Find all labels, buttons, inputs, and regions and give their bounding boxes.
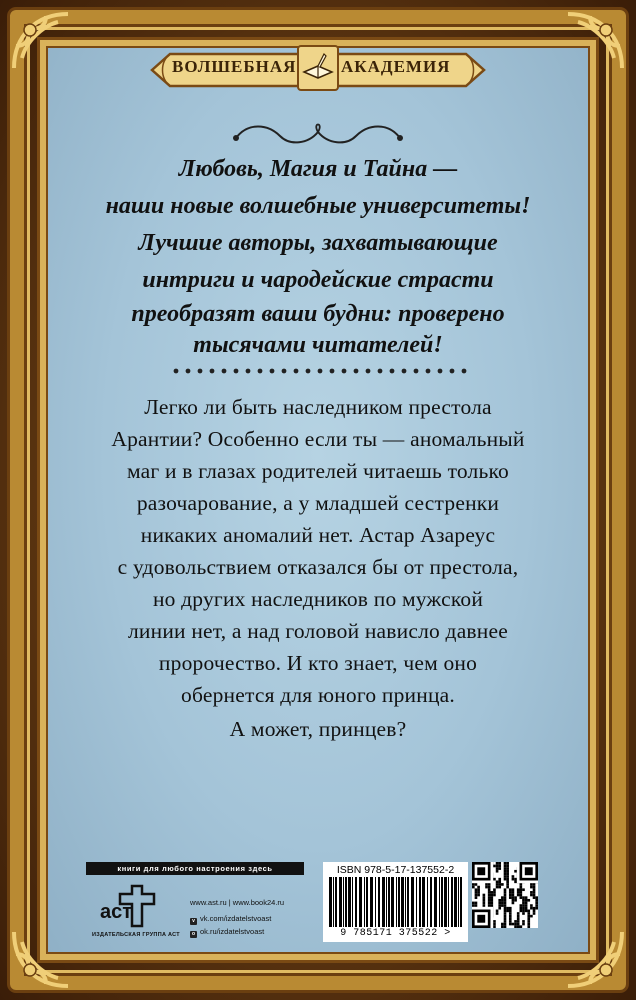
dotted-divider <box>170 364 470 378</box>
vk-icon: v <box>190 918 197 925</box>
description-line: обернется для юного принца. <box>181 683 455 707</box>
description-line: с удовольствием отказался бы от престола, <box>117 555 519 579</box>
series-name-left: ВОЛШЕБНАЯ <box>172 57 297 76</box>
barcode <box>323 862 468 942</box>
description-line: А может, принцев? <box>229 717 407 741</box>
description-line: Арантии? Особенно если ты — аномальный <box>111 427 525 451</box>
publisher-name: ИЗДАТЕЛЬСКАЯ ГРУППА АСТ <box>92 932 180 938</box>
publisher-logo <box>98 882 158 930</box>
book-icon <box>300 50 336 86</box>
description-line: маг и в глазах родителей читаешь только <box>127 459 509 483</box>
description-line: разочарование, а у младшей сестренки <box>136 491 500 515</box>
publisher-logo-text: аст <box>100 901 133 923</box>
tagline-line: тысячами читателей! <box>193 332 443 358</box>
corner-ornament-icon <box>560 6 630 76</box>
description-line: линии нет, а над головой нависло давнее <box>128 619 508 643</box>
qr-code-icon <box>472 862 538 928</box>
tagline-line: преобразят ваши будни: проверено <box>131 301 505 327</box>
ean-text: 9 785171 375522 > <box>340 928 451 939</box>
ok-icon: o <box>191 931 196 937</box>
corner-ornament-icon <box>6 924 76 994</box>
series-banner <box>148 40 488 96</box>
tagline-line: интриги и чародейские страсти <box>142 267 494 293</box>
swirl-divider-icon <box>228 118 408 152</box>
slogan-bar: книги для любого настроения здесь <box>86 862 304 875</box>
isbn-text: ISBN 978-5-17-137552-2 <box>336 864 455 876</box>
barcode-icon <box>327 877 464 927</box>
corner-ornament-icon <box>560 924 630 994</box>
description-line: Легко ли быть наследником престола <box>144 395 492 419</box>
corner-ornament-icon <box>6 6 76 76</box>
tagline-line: наши новые волшебные университеты! <box>105 193 531 219</box>
vk-link[interactable]: v vk.com/izdatelstvoast <box>190 914 271 925</box>
series-name-right: АКАДЕМИЯ <box>341 57 451 76</box>
description-line: никаких аномалий нет. Астар Азареус <box>140 523 496 547</box>
ok-link[interactable]: o ok.ru/izdatelstvoast <box>191 927 265 937</box>
tagline-line: Лучшие авторы, захватывающие <box>138 230 498 256</box>
websites-link[interactable]: www.ast.ru | www.book24.ru <box>190 898 285 907</box>
description-line: пророчество. И кто знает, чем оно <box>158 651 478 675</box>
tagline-line: Любовь, Магия и Тайна — <box>178 156 458 182</box>
description-line: но других наследников по мужской <box>152 587 484 611</box>
